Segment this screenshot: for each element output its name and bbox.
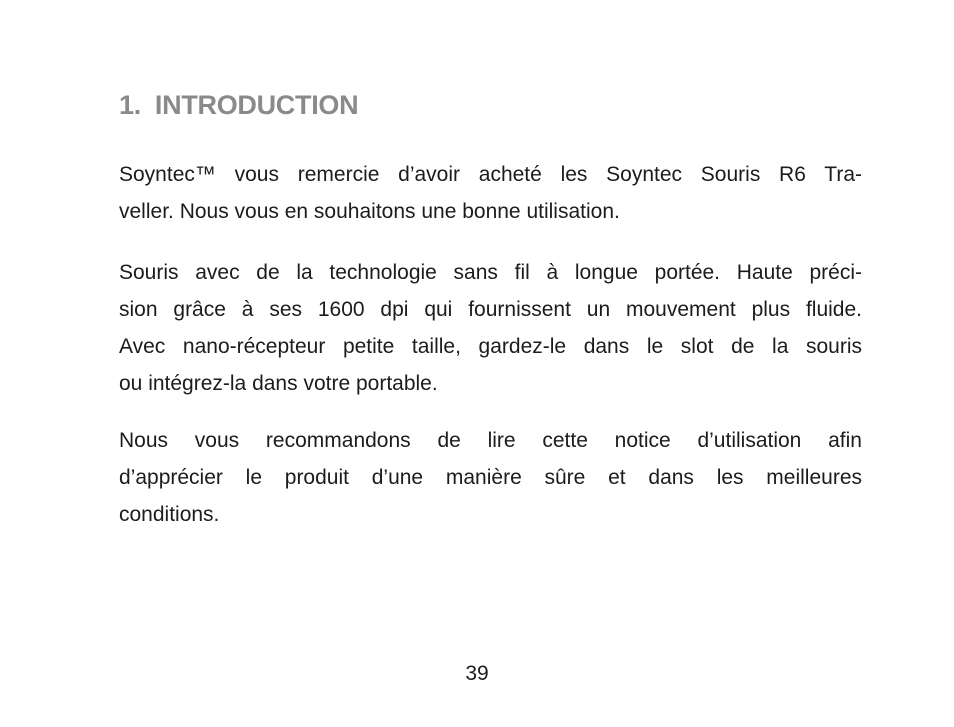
paragraph-line: Soyntec™ vous remercie d’avoir acheté les Soyntec Souris R6 Tra- bbox=[119, 163, 862, 186]
paragraph-thanks bbox=[119, 156, 862, 230]
paragraph-recommendation bbox=[119, 422, 862, 533]
section-heading bbox=[119, 86, 358, 124]
paragraph-line: sion grâce à ses 1600 dpi qui fournissent un mouvement plus fluide. bbox=[119, 298, 862, 321]
paragraph-line: d’apprécier le produit d’une manière sûre et dans les meilleures bbox=[119, 466, 862, 489]
paragraph-line: conditions. bbox=[119, 503, 220, 526]
page-number: 39 bbox=[465, 662, 489, 685]
section-title: INTRODUCTION bbox=[154, 90, 359, 120]
paragraph-line: Avec nano-récepteur petite taille, gardez-le dans le slot de la souris bbox=[119, 335, 862, 358]
paragraph-line: ou intégrez-la dans votre portable. bbox=[119, 372, 438, 395]
paragraph-line: Nous vous recommandons de lire cette notice d’utilisation afin bbox=[119, 429, 862, 452]
paragraph-line: veller. Nous vous en souhaitons une bonne utilisation. bbox=[119, 200, 620, 223]
paragraph-features bbox=[119, 254, 862, 402]
paragraph-line: Souris avec de la technologie sans fil à longue portée. Haute préci- bbox=[119, 261, 862, 284]
section-number: 1. bbox=[119, 90, 141, 120]
